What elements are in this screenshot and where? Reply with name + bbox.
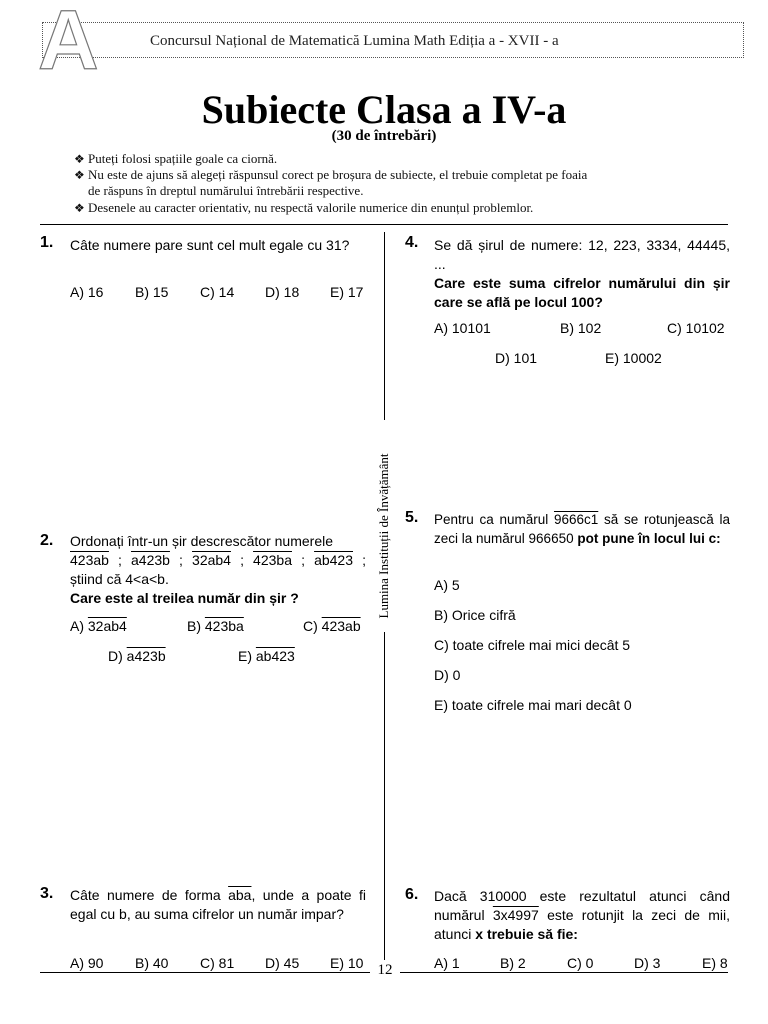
q4-option-c: C) 10102 <box>667 320 725 336</box>
q4-option-d: D) 101 <box>495 350 538 366</box>
q1-text: Câte numere pare sunt cel mult egale cu 31? <box>70 237 350 253</box>
q3-option-d: D) 45 <box>265 955 300 971</box>
q6-text: Dacă 310000 este rezultatul atunci când numărul 3x4997 este rotunjit la zeci de mii, atunci x trebuie să fie: <box>434 888 730 942</box>
rule-2-cont: de răspuns în dreptul numărului întrebării respective. <box>88 183 364 198</box>
q4-option-a: A) 10101 <box>434 320 491 336</box>
q1-option-a: A) 16 <box>70 284 104 300</box>
column-divider-upper <box>384 232 385 420</box>
rule-2: ❖ Nu este de ajuns să alegeți răspunsul corect pe broșura de subiecte, el trebuie completat pe foaia <box>74 167 588 182</box>
q4-text: Se dă șirul de numere: 12, 223, 3334, 44445, ... Care este suma cifrelor numărului din șir care se află pe locul 100? <box>434 237 730 310</box>
q2-text: Ordonați într-un șir descrescător numerele 423ab ; a423b ; 32ab4 ; 423ba ; ab423 ; știind că 4<a<b. Care este al treilea număr din șir ? <box>70 533 366 606</box>
q1-option-c: C) 14 <box>200 284 235 300</box>
rule-1: ❖ Puteți folosi spațiile goale ca ciornă. <box>74 151 278 166</box>
q5-option-d: D) 0 <box>434 667 461 683</box>
contest-logo-letter: A <box>38 0 99 87</box>
q6-option-c: C) 0 <box>567 955 594 971</box>
q1-option-b: B) 15 <box>135 284 169 300</box>
q6-number: 6. <box>405 886 419 903</box>
q3-text: Câte numere de forma $\overline{aba}$, unde a poate fi egal cu b, au suma cifrelor un număr impar? <box>70 887 366 922</box>
q4-option-e: E) 10002 <box>605 350 662 366</box>
column-divider-lower <box>384 632 385 960</box>
page-title: Subiecte Clasa a IV-a <box>201 87 567 132</box>
q6-option-d: D) 3 <box>634 955 661 971</box>
bullet-icon: ❖ <box>74 152 85 166</box>
q2-option-c: C) 423ab <box>303 618 361 634</box>
q2-option-a: A) 32ab4 <box>70 618 127 634</box>
q4-option-b: B) 102 <box>560 320 602 336</box>
q2-option-b: B) 423ba <box>187 618 244 634</box>
q3-number: 3. <box>40 885 54 902</box>
q5-text: Pentru ca numărul 9666c1 să se rotunjească la zeci la numărul 966650 pot pune în locul lui c: <box>434 512 730 546</box>
top-divider <box>40 224 728 225</box>
q5-option-e: E) toate cifrele mai mari decât 0 <box>434 697 632 713</box>
bullet-icon: ❖ <box>74 201 85 215</box>
q6-option-e: E) 8 <box>702 955 728 971</box>
bullet-icon: ❖ <box>74 168 85 182</box>
q1-option-e: E) 17 <box>330 284 364 300</box>
q6-option-b: B) 2 <box>500 955 526 971</box>
q5-option-c: C) toate cifrele mai mici decât 5 <box>434 637 631 653</box>
q5-option-b: B) Orice cifră <box>434 607 516 623</box>
q3-option-b: B) 40 <box>135 955 169 971</box>
q2-number: 2. <box>40 532 54 549</box>
q5-option-a: A) 5 <box>434 577 460 593</box>
q1-number: 1. <box>40 234 54 251</box>
rule-3: ❖ Desenele au caracter orientativ, nu respectă valorile numerice din enunțul problemlor. <box>74 200 534 215</box>
page-number: 12 <box>370 962 400 979</box>
q3-option-e: E) 10 <box>330 955 364 971</box>
q6-option-a: A) 1 <box>434 955 460 971</box>
contest-name: Concursul Național de Matematică Lumina Math Ediția a - XVII - a <box>150 33 559 49</box>
q2-option-e: E) ab423 <box>238 648 295 664</box>
q2-option-d: D) a423b <box>108 648 166 664</box>
q1-option-d: D) 18 <box>265 284 300 300</box>
q3-option-c: C) 81 <box>200 955 235 971</box>
q2-number-list: 423ab ; a423b ; 32ab4 ; 423ba ; ab423 ; <box>70 552 366 568</box>
page-subtitle: (30 de întrebări) <box>331 128 437 144</box>
q4-number: 4. <box>405 234 419 251</box>
q5-number: 5. <box>405 509 419 526</box>
q3-option-a: A) 90 <box>70 955 104 971</box>
